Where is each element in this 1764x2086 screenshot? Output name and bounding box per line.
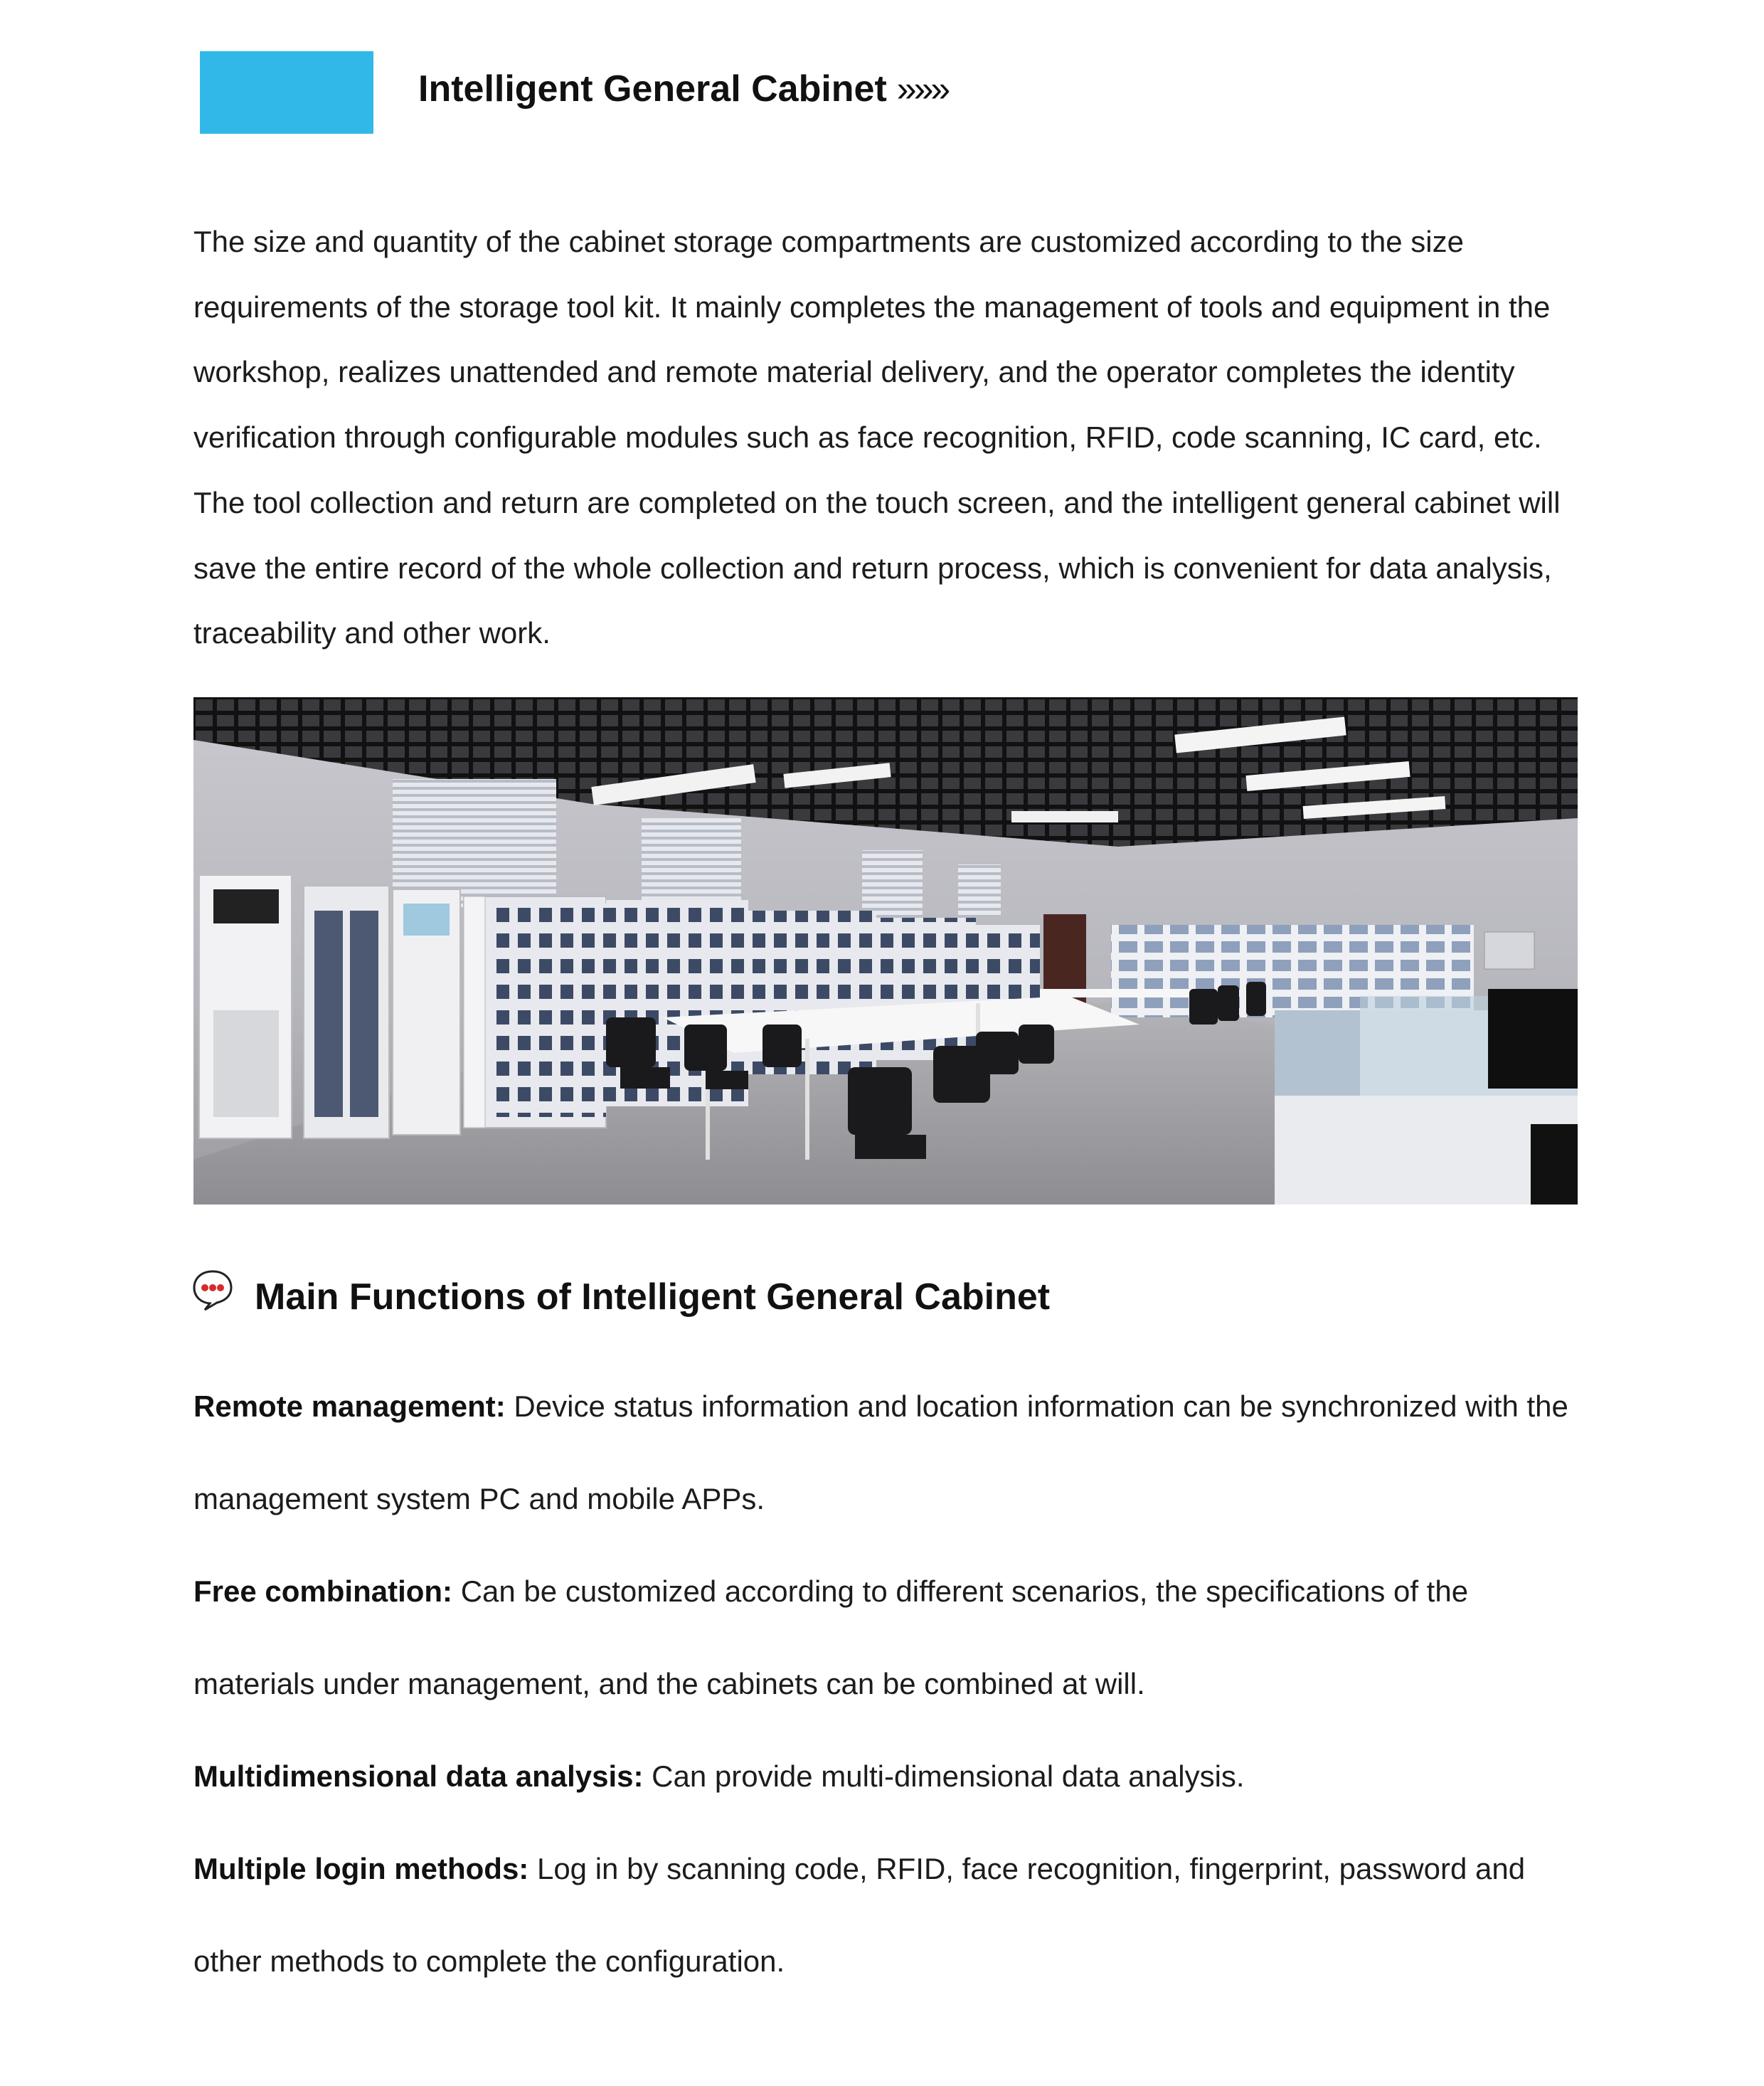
feature-text: Device status information and location information can be synchronized with the management system PC and mobile APPs. [193, 1389, 1568, 1515]
feature-text: Can provide multi-dimensional data analysis. [643, 1759, 1245, 1793]
feature-text: Can be customized according to different scenarios, the specifications of the materials under management, and the cabinets can be combined at will. [193, 1574, 1469, 1700]
feature-label: Multidimensional data analysis: [193, 1759, 644, 1793]
section-title: Main Functions of Intelligent General Cabinet [255, 1276, 1051, 1318]
feature-label: Free combination: [193, 1574, 453, 1608]
page-title-text: Intelligent General Cabinet [418, 68, 887, 110]
chat-bubble-icon [191, 1268, 235, 1312]
feature-data-analysis [193, 1730, 1588, 1823]
feature-remote-management [193, 1360, 1588, 1545]
office-cabinet-room-image [193, 697, 1578, 1205]
page-title [418, 63, 947, 115]
feature-free-combination [193, 1545, 1588, 1730]
features-list [193, 1360, 1588, 2008]
triple-chevron-icon: »»» [896, 69, 948, 109]
feature-label: Multiple login methods: [193, 1852, 529, 1885]
feature-label: Remote management: [193, 1389, 506, 1423]
feature-login-methods [193, 1823, 1588, 2008]
intro-paragraph: The size and quantity of the cabinet storage compartments are customized according to the size requirements of the storage tool kit. It mainly completes the management of tools and equipment in the workshop, realizes unattended and remote material delivery, and the operator completes the identity verification through configurable modules such as face recognition, RFID, code scanning, IC card, etc. The tool collection and return are completed on the touch screen, and the intelligent general cabinet will save the entire record of the whole collection and return process, which is convenient for data analysis, traceability and other work. [193, 225, 1561, 650]
feature-text: Log in by scanning code, RFID, face recognition, fingerprint, password and other methods to complete the configuration. [193, 1852, 1526, 1978]
header-accent-block [200, 51, 373, 134]
